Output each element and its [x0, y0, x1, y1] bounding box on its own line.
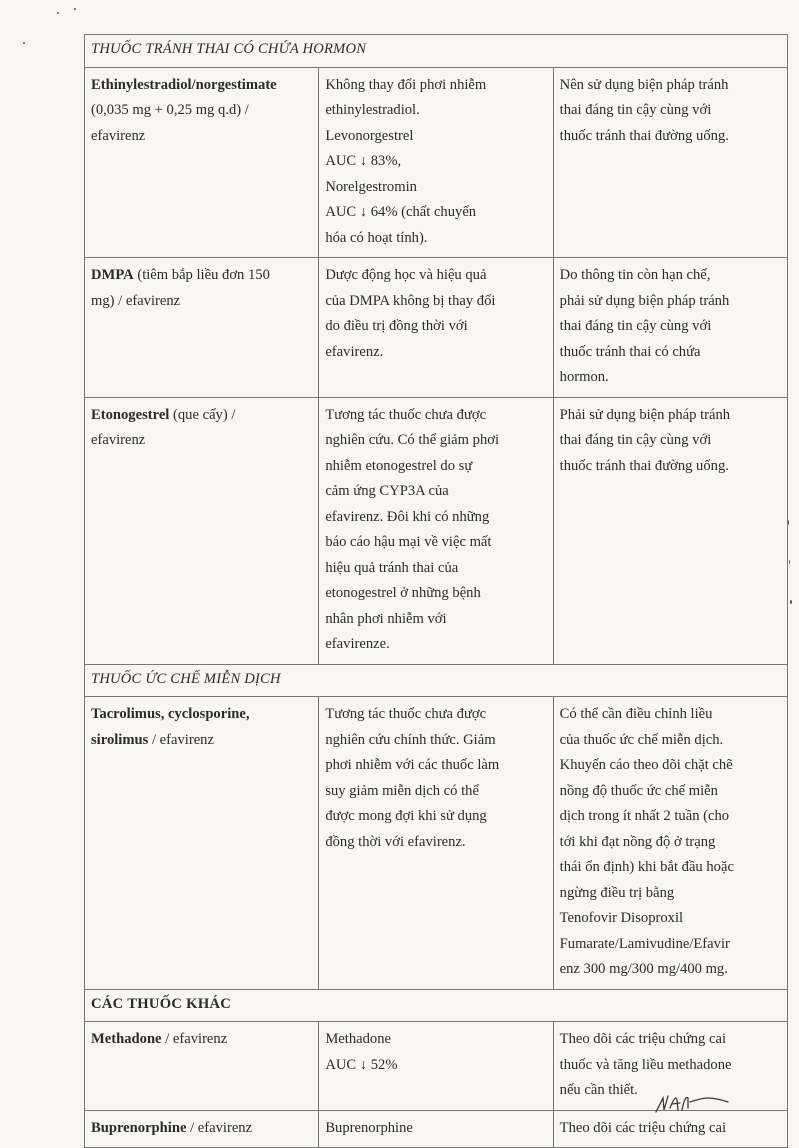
effect-line: do điều trị đồng thời với [325, 318, 468, 334]
effect-line: hiệu quả tránh thai của [325, 559, 459, 576]
effect-line: AUC ↓ 83%, [325, 153, 402, 169]
effect-line: đồng thời với efavirenz. [325, 833, 466, 850]
section-title-cell [85, 989, 788, 1022]
recommendation-line: dịch trong ít nhất 2 tuần (cho [559, 808, 730, 824]
table-row [85, 397, 788, 664]
recommendation-line: của thuốc ức chế miễn dịch. [559, 731, 724, 748]
drug-cell [85, 1110, 319, 1148]
recommendation-cell [553, 697, 787, 990]
effect-line: efavirenz. Đôi khi có những [325, 508, 490, 525]
drug-line [91, 73, 312, 99]
drug-line [91, 124, 312, 150]
drug-detail: (que cấy) / [169, 406, 236, 423]
recommendation-line: nồng độ thuốc ức chế miễn [559, 782, 718, 799]
effect-line: báo cáo hậu mại về việc mất [325, 534, 492, 550]
drug-line [91, 263, 312, 289]
effect-line: Không thay đổi phơi nhiễm [325, 76, 487, 93]
drug-line [91, 403, 312, 429]
recommendation-line: thuốc tránh thai có chứa [559, 343, 701, 360]
drug-line [91, 289, 312, 315]
effect-line: nhân phơi nhiễm với [325, 610, 447, 627]
effect-line: Norelgestromin [325, 178, 417, 195]
recommendation-line: thuốc tránh thai đường uống. [559, 127, 729, 144]
drug-detail: / efavirenz [186, 1119, 253, 1136]
recommendation-cell [553, 397, 787, 664]
recommendation-line: thái ổn định) khi bắt đầu hoặc [559, 859, 734, 875]
recommendation-line: Có thể cần điều chỉnh liều [559, 706, 713, 722]
effect-line: cảm ứng CYP3A của [325, 483, 449, 499]
recommendation-line: thuốc và tăng liều methadone [559, 1056, 732, 1073]
recommendation-line: nếu cần thiết. [559, 1082, 638, 1098]
drug-name: Methadone [91, 1031, 162, 1047]
drug-cell [85, 397, 319, 664]
scan-speck [790, 600, 792, 604]
effect-line: nghiên cứu. Có thể giảm phơi [325, 432, 500, 448]
section-title-cell [85, 664, 788, 697]
drug-detail: efavirenz [91, 432, 146, 448]
effect-line: Buprenorphine [325, 1119, 413, 1136]
recommendation-line: tới khi đạt nồng độ ở trạng [559, 833, 716, 850]
drug-cell [85, 697, 319, 990]
drug-line [91, 728, 312, 754]
drug-detail: (tiêm bắp liều đơn 150 [133, 267, 270, 283]
effect-cell [319, 1022, 553, 1111]
effect-line: nhiễm etonogestrel do sự [325, 457, 473, 474]
effect-line: Levonorgestrel [325, 127, 414, 144]
drug-line [91, 1116, 312, 1142]
effect-cell [319, 1110, 553, 1148]
drug-name: Tacrolimus, cyclosporine, [91, 706, 250, 722]
effect-line: efavirenz. [325, 343, 384, 360]
recommendation-line: Theo dõi các triệu chứng cai [559, 1119, 726, 1136]
effect-line: phơi nhiễm với các thuốc làm [325, 757, 500, 773]
section-header-row [85, 664, 788, 697]
effect-line: Tương tác thuốc chưa được [325, 706, 487, 722]
effect-cell [319, 697, 553, 990]
recommendation-line: thai đáng tin cậy cùng với [559, 432, 712, 448]
recommendation-line: phải sử dụng biện pháp tránh [559, 292, 730, 309]
effect-line: AUC ↓ 52% [325, 1056, 398, 1073]
drug-name: Ethinylestradiol/norgestimate [91, 76, 277, 93]
effect-cell [319, 258, 553, 398]
effect-line: suy giảm miễn dịch có thể [325, 782, 479, 799]
recommendation-cell [553, 258, 787, 398]
drug-cell [85, 1022, 319, 1111]
recommendation-cell [553, 67, 787, 258]
recommendation-line: thai đáng tin cậy cùng với [559, 318, 712, 334]
scan-speck [789, 560, 790, 564]
effect-line: Dược động học và hiệu quả [325, 267, 487, 283]
effect-line: được mong đợi khi sử dụng [325, 808, 487, 824]
drug-name: sirolimus [91, 731, 149, 748]
drug-line [91, 1027, 312, 1053]
recommendation-line: thai đáng tin cậy cùng với [559, 102, 712, 118]
drug-name: Etonogestrel [91, 406, 170, 423]
recommendation-line: thuốc tránh thai đường uống. [559, 457, 729, 474]
recommendation-line: hormon. [559, 369, 609, 385]
table-body [85, 35, 788, 1148]
table-row [85, 67, 788, 258]
drug-detail: (0,035 mg + 0,25 mg q.d) / [91, 102, 249, 118]
signature-stroke [656, 1096, 728, 1112]
section-title: CÁC THUỐC KHÁC [91, 995, 232, 1012]
effect-line: hóa có hoạt tính). [325, 229, 428, 246]
effect-line: AUC ↓ 64% (chất chuyển [325, 204, 477, 220]
drug-line [91, 98, 312, 124]
table-row [85, 258, 788, 398]
recommendation-line: ngừng điều trị bằng [559, 884, 675, 901]
effect-line: ethinylestradiol. [325, 102, 420, 118]
section-title: THUỐC TRÁNH THAI CÓ CHỨA HORMON [91, 41, 367, 57]
drug-detail: mg) / efavirenz [91, 292, 181, 309]
recommendation-line: Khuyến cáo theo dõi chặt chẽ [559, 757, 733, 773]
recommendation-line: Phải sử dụng biện pháp tránh [559, 406, 731, 423]
recommendation-line: enz 300 mg/300 mg/400 mg. [559, 961, 728, 977]
effect-cell [319, 397, 553, 664]
recommendation-line: Fumarate/Lamivudine/Efavir [559, 935, 730, 952]
signature-mark [652, 1088, 732, 1122]
drug-detail: / efavirenz [148, 731, 214, 748]
effect-cell [319, 67, 553, 258]
drug-cell [85, 258, 319, 398]
effect-line: Methadone [325, 1031, 391, 1047]
recommendation-line: Tenofovir Disoproxil [559, 910, 684, 926]
drug-line [91, 702, 312, 728]
section-header-row [85, 35, 788, 68]
effect-line: nghiên cứu chính thức. Giảm [325, 731, 496, 748]
drug-name: DMPA [91, 267, 134, 283]
section-header-row [85, 989, 788, 1022]
section-title: THUỐC ỨC CHẾ MIỄN DỊCH [91, 670, 281, 687]
effect-line: Tương tác thuốc chưa được [325, 406, 487, 423]
drug-detail: efavirenz [91, 127, 146, 144]
scan-speck [23, 42, 25, 44]
recommendation-line: Do thông tin còn hạn chế, [559, 267, 711, 283]
effect-line: của DMPA không bị thay đổi [325, 292, 496, 309]
drug-detail: / efavirenz [161, 1031, 228, 1047]
drug-name: Buprenorphine [91, 1119, 187, 1136]
recommendation-line: Nên sử dụng biện pháp tránh [559, 76, 729, 93]
drug-interaction-table [84, 34, 788, 1148]
effect-line: etonogestrel ở những bệnh [325, 585, 481, 601]
drug-cell [85, 67, 319, 258]
drug-line [91, 428, 312, 454]
scan-speck [74, 8, 76, 10]
effect-line: efavirenze. [325, 636, 390, 652]
scan-speck [57, 12, 59, 14]
table-row [85, 697, 788, 990]
recommendation-line: Theo dõi các triệu chứng cai [559, 1031, 726, 1047]
section-title-cell [85, 35, 788, 68]
